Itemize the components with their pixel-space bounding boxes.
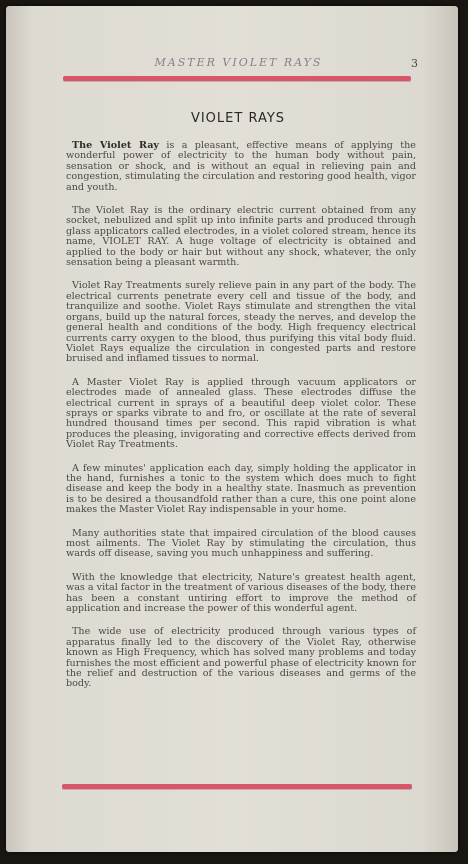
bottom-divider-rule	[62, 784, 412, 789]
page-header	[61, 56, 416, 86]
paragraph: The Violet Ray is the ordinary electric current obtained from any socket, nebulized and split up into infinite parts and produced through glass applicators called electrodes, in a violet colored stream, hence its name, VIOLET RAY. A huge voltage of electricity is obtained and applied to the body or hair but without any shock, whatever, the only sensation being a pleasant warmth.	[66, 205, 416, 269]
paragraph: Violet Ray Treatments surely relieve pain in any part of the body. The electrical currents penetrate every cell and tissue of the body, and tranquilize and soothe. Violet Rays stimulate and strengthen the vital organs, build up the natural forces, steady the nerves, and develop the general health and conditions of the body. High frequency electrical currents carry oxygen to the blood, thus purifying this vital body fluid. Violet Rays equalize the circulation in congested parts and restore bruised and inflamed tissues to normal.	[66, 280, 416, 365]
paragraph	[66, 141, 416, 193]
booklet-page	[6, 6, 458, 852]
body-text	[66, 141, 416, 703]
paragraph: A Master Violet Ray is applied through vacuum applicators or electrodes made of annealed glass. These electrodes diffuse the electrical current in sprays of a beautiful deep violet color. These sprays or sparks vibrate to and fro, or oscillate at the rate of several hundred thousand times per second. This rapid vibration is what produces the pleasing, invigorating and corrective effects derived from Violet Ray Treatments.	[66, 376, 416, 451]
paragraph: Many authorities state that impaired circulation of the blood causes most ailments. The Violet Ray by stimulating the circulation, thus wards off disease, saving you much unhappiness and suffering.	[66, 527, 416, 560]
paragraph-lead: The Violet Ray	[72, 140, 159, 151]
paragraph: The wide use of electricity produced through various types of apparatus finally led to the discovery of the Violet Ray, otherwise known as High Frequency, which has solved many problems and today furnishes the most efficient and powerful phase of electricity known for the relief and destruction of the various diseases and germs of the body.	[66, 626, 416, 690]
page-title: VIOLET RAYS	[190, 111, 286, 126]
top-divider-rule	[63, 76, 411, 81]
paragraph-text: is a pleasant, effective means of applying the wonderful power of electricity to the human body without pain, sensation or shock, and is without an equal in relieving pain and congestion, stimulating the circulation and restoring good health, vigor and youth.	[66, 140, 416, 193]
running-title: MASTER VIOLET RAYS	[154, 56, 323, 69]
paragraph: A few minutes' application each day, simply holding the applicator in the hand, furnishes a tonic to the system which does much to fight disease and keep the body in a healthy state. Inasmuch as prevention is to be desired a thousandfold rather than a cure, this one point alone makes the Master Violet Ray indispensable in your home.	[66, 462, 416, 516]
page-number: 3	[411, 57, 418, 70]
paragraph: With the knowledge that electricity, Nature's greatest health agent, was a vital factor in the treatment of various diseases of the body, there has been a constant untiring effort to improve the method of application and increase the power of this wonderful agent.	[66, 571, 416, 615]
